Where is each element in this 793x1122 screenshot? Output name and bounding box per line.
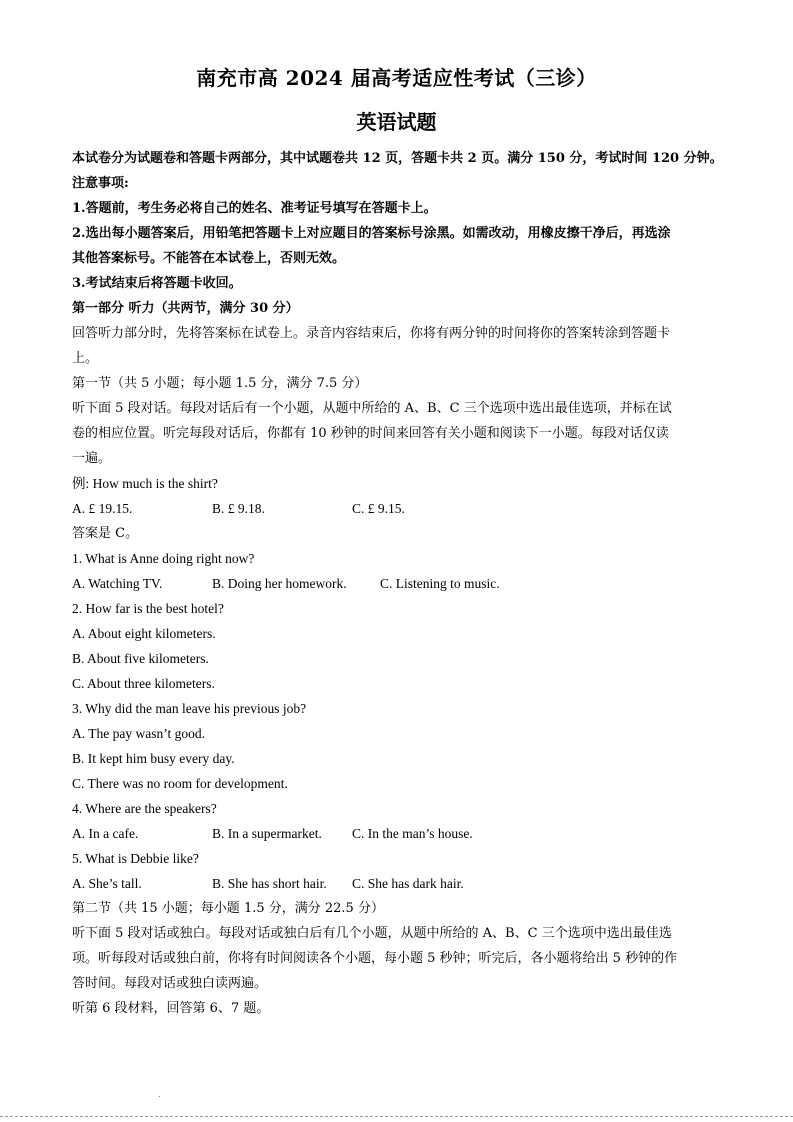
section2-desc-line-1: 听下面 5 段对话或独白。每段对话或独白后有几个小题，从题中所给的 A、B、C 三个选项中选出最佳选 — [72, 926, 672, 941]
section2-desc-line-2: 项。听每段对话或独白前，你将有时间阅读各个小题，每小题 5 秒钟；听完后，各小题将给出 5 秒钟的作 — [72, 951, 678, 966]
example-option-c: C. £ 9.15. — [352, 501, 405, 516]
notice-item-2-line-1: 2.选出每小题答案后，用铅笔把答题卡上对应题目的答案标号涂黑。如需改动，用橡皮擦干净后，再选涂 — [72, 226, 671, 241]
question-4-option-a: A. In a cafe. — [72, 826, 139, 841]
section1-desc-line-3: 一遍。 — [72, 451, 112, 466]
question-1-options — [72, 571, 732, 596]
question-2: 2. How far is the best hotel? — [72, 601, 224, 616]
section2-desc-line-3: 答时间。每段对话或独白读两遍。 — [72, 976, 268, 991]
question-5: 5. What is Debbie like? — [72, 851, 199, 866]
question-4: 4. Where are the speakers? — [72, 801, 217, 816]
example-option-a: A. £ 19.15. — [72, 501, 133, 516]
question-4-option-b: B. In a supermarket. — [212, 826, 322, 841]
footer-dot: . — [158, 1090, 161, 1099]
question-3-option-a: A. The pay wasn’t good. — [72, 726, 205, 741]
question-5-option-a: A. She’s tall. — [72, 876, 142, 891]
section1-desc-line-1: 听下面 5 段对话。每段对话后有一个小题，从题中所给的 A、B、C 三个选项中选出最佳选项，并标在试 — [72, 401, 672, 416]
notice-item-3: 3.考试结束后将答题卡收回。 — [72, 276, 242, 291]
exam-subtitle: 英语试题 — [356, 110, 437, 134]
example-question: 例: How much is the shirt? — [72, 476, 218, 491]
question-3-option-c: C. There was no room for development. — [72, 776, 288, 791]
question-5-option-c: C. She has dark hair. — [352, 876, 464, 891]
question-1-option-c: C. Listening to music. — [380, 576, 500, 591]
question-2-option-b: B. About five kilometers. — [72, 651, 209, 666]
section1-desc-line-2: 卷的相应位置。听完每段对话后，你都有 10 秒钟的时间来回答有关小题和阅读下一小题。每段对话仅读 — [72, 426, 669, 441]
part1-desc-line-2: 上。 — [72, 351, 99, 366]
question-3-option-b: B. It kept him busy every day. — [72, 751, 235, 766]
notice-heading: 注意事项: — [72, 176, 129, 191]
question-1-option-a: A. Watching TV. — [72, 576, 163, 591]
example-answer: 答案是 C。 — [72, 526, 139, 541]
footer-divider — [0, 1116, 793, 1117]
question-1-option-b: B. Doing her homework. — [212, 576, 347, 591]
question-5-option-b: B. She has short hair. — [212, 876, 327, 891]
question-2-option-c: C. About three kilometers. — [72, 676, 215, 691]
part1-heading: 第一部分 听力（共两节，满分 30 分） — [72, 301, 299, 316]
exam-title: 南充市高 2024 届高考适应性考试（三诊） — [196, 66, 597, 90]
question-1: 1. What is Anne doing right now? — [72, 551, 255, 566]
material-6-instruction: 听第 6 段材料，回答第 6、7 题。 — [72, 1001, 270, 1016]
question-4-options — [72, 821, 732, 846]
example-options — [72, 496, 732, 521]
question-5-options — [72, 871, 732, 896]
exam-content — [72, 146, 732, 1021]
question-4-option-c: C. In the man’s house. — [352, 826, 473, 841]
question-2-option-a: A. About eight kilometers. — [72, 626, 216, 641]
section1-heading: 第一节（共 5 小题；每小题 1.5 分，满分 7.5 分） — [72, 376, 368, 391]
instructions-intro: 本试卷分为试题卷和答题卡两部分，其中试题卷共 12 页，答题卡共 2 页。满分 150 分，考试时间 120 分钟。 — [72, 151, 723, 166]
part1-desc-line-1: 回答听力部分时，先将答案标在试卷上。录音内容结束后，你将有两分钟的时间将你的答案转涂到答题卡 — [72, 326, 671, 341]
section2-heading: 第二节（共 15 小题；每小题 1.5 分，满分 22.5 分） — [72, 901, 384, 916]
question-3: 3. Why did the man leave his previous job? — [72, 701, 307, 716]
example-option-b: B. £ 9.18. — [212, 501, 265, 516]
notice-item-2-line-2: 其他答案标号。不能答在本试卷上，否则无效。 — [72, 251, 346, 266]
notice-item-1: 1.答题前，考生务必将自己的姓名、准考证号填写在答题卡上。 — [72, 201, 437, 216]
